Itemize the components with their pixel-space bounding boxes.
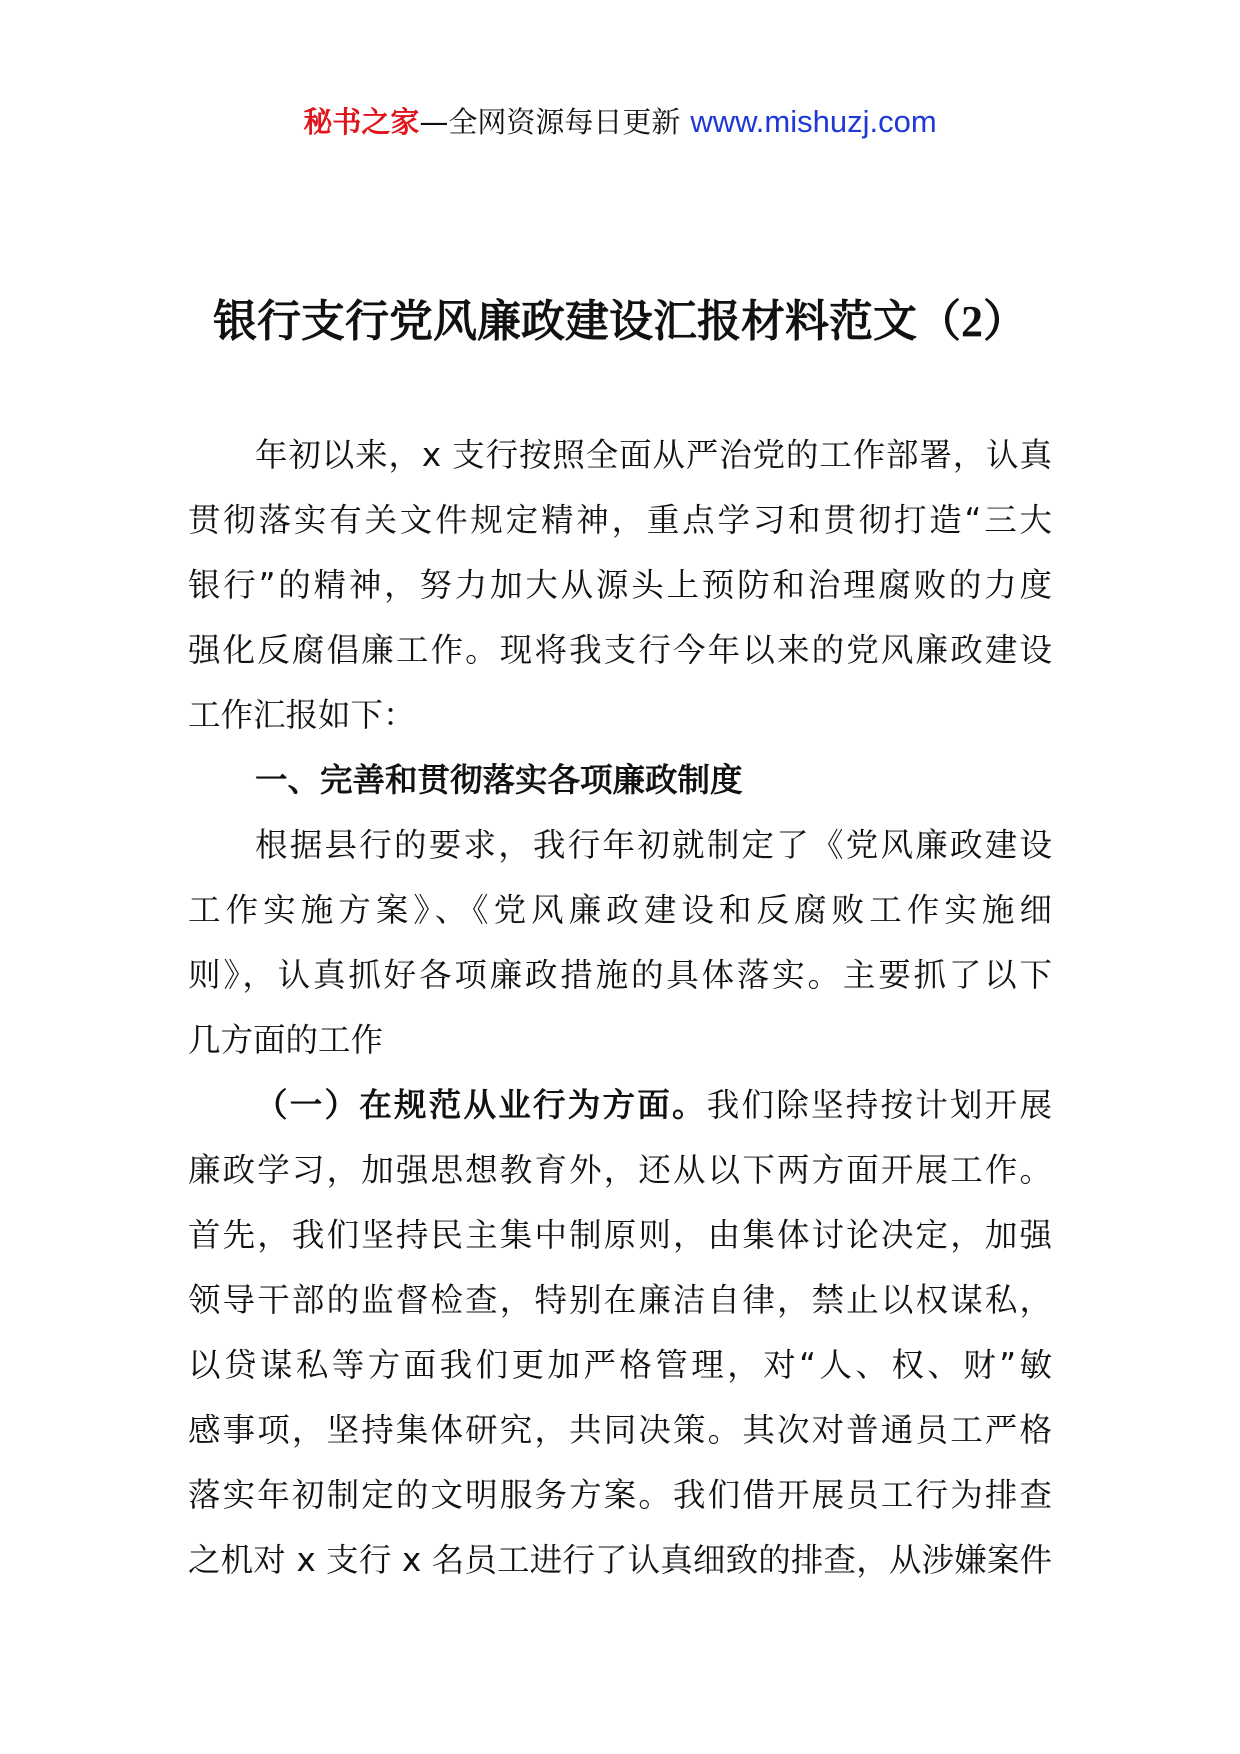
paragraph-conduct: [188, 1073, 1052, 1593]
document-title-number: （2）: [917, 297, 1027, 346]
paragraph-line: 工作汇报如下：: [188, 696, 416, 734]
paragraph-line: 贯彻落实有关文件规定精神，重点学习和贯彻打造“三大: [188, 501, 1052, 539]
subheading: （一）在规范从业行为方面。: [255, 1086, 707, 1124]
paragraph-line: 落实年初制定的文明服务方案。我们借开展员工行为排查: [188, 1476, 1052, 1514]
site-url-link[interactable]: www.mishuzj.com: [690, 104, 937, 139]
paragraph-line: 根据县行的要求，我行年初就制定了《党风廉政建设: [255, 826, 1052, 864]
paragraph-line: 之机对 x 支行 x 名员工进行了认真细致的排查，从涉嫌案件: [188, 1541, 1052, 1579]
document-title-text: 银行支行党风廉政建设汇报材料范文: [213, 296, 917, 347]
document-body: [188, 423, 1052, 1593]
brand-name: 秘书之家: [303, 105, 420, 139]
paragraph-text: 我们除坚持按计划开展: [706, 1086, 1052, 1124]
document-title: [0, 292, 1240, 352]
paragraph-line: 感事项，坚持集体研究，共同决策。其次对普通员工严格: [188, 1411, 1052, 1449]
paragraph-line: 首先，我们坚持民主集中制原则，由集体讨论决定，加强: [188, 1216, 1052, 1254]
section-heading: 一、完善和贯彻落实各项廉政制度: [255, 761, 743, 799]
paragraph-section-one: [188, 813, 1052, 1073]
paragraph-line: 银行”的精神，努力加大从源头上预防和治理腐败的力度: [188, 566, 1052, 604]
paragraph-line: 工作实施方案》、《党风廉政建设和反腐败工作实施细: [188, 891, 1052, 929]
paragraph-line: 领导干部的监督检查，特别在廉洁自律，禁止以权谋私，: [188, 1281, 1052, 1319]
site-header: [0, 100, 1240, 144]
header-slogan: —全网资源每日更新: [419, 105, 681, 139]
paragraph-line: 则》，认真抓好各项廉政措施的具体落实。主要抓了以下: [188, 956, 1052, 994]
paragraph-line: 以贷谋私等方面我们更加严格管理，对“人、权、财”敏: [188, 1346, 1052, 1384]
paragraph-line: 强化反腐倡廉工作。现将我支行今年以来的党风廉政建设: [188, 631, 1052, 669]
paragraph-line: 几方面的工作: [188, 1021, 384, 1059]
paragraph-line: 廉政学习，加强思想教育外，还从以下两方面开展工作。: [188, 1151, 1052, 1189]
paragraph-line-with-subheading: [188, 1073, 1052, 1138]
paragraph-line: 年初以来，x 支行按照全面从严治党的工作部署，认真: [255, 436, 1052, 474]
paragraph-intro: [188, 423, 1052, 748]
